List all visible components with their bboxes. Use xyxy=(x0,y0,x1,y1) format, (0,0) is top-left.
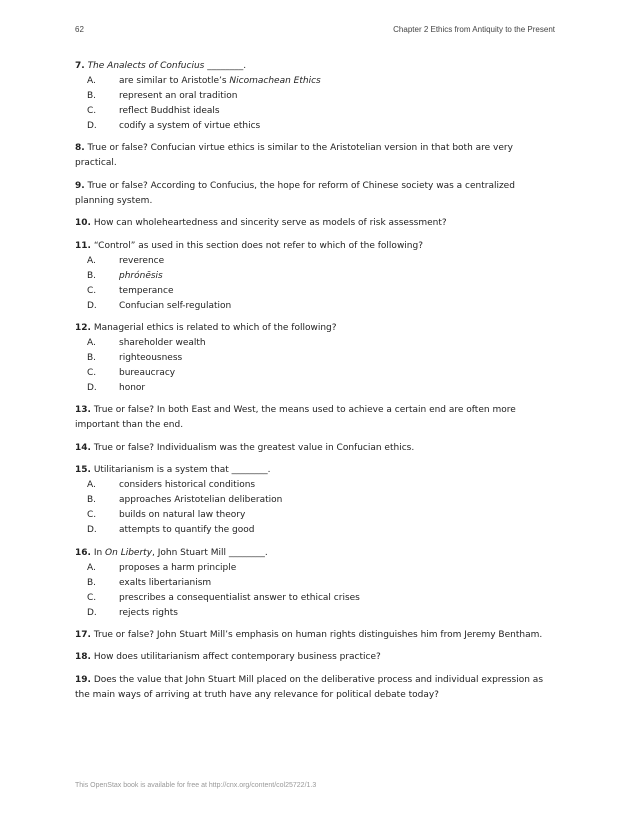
option-letter: A. xyxy=(87,480,96,491)
question-stem xyxy=(75,673,555,703)
answer-options xyxy=(75,478,555,538)
question-18 xyxy=(75,650,555,665)
question-text: How does utilitarianism affect contemporary business practice? xyxy=(90,652,381,663)
answer-option xyxy=(87,508,555,523)
question-10 xyxy=(75,216,555,231)
option-letter: C. xyxy=(87,106,97,116)
question-7 xyxy=(75,59,555,134)
answer-option xyxy=(87,351,555,366)
question-16 xyxy=(75,546,555,621)
question-number: 16. xyxy=(75,547,91,558)
question-text: True or false? According to Confucius, the hope for reform of Chinese society was a centralized planning system. xyxy=(75,180,515,206)
answer-option xyxy=(87,299,555,314)
question-stem xyxy=(75,403,555,433)
option-letter: A. xyxy=(87,76,96,86)
answer-option xyxy=(87,493,555,508)
option-text: attempts to quantify the good xyxy=(119,525,255,536)
option-letter: D. xyxy=(87,121,97,131)
question-number: 13. xyxy=(75,405,91,416)
option-text: represent an oral tradition xyxy=(119,91,238,101)
question-stem xyxy=(75,546,555,561)
question-text: True or false? John Stuart Mill’s emphasis on human rights distinguishes him from Jeremy Bentham. xyxy=(90,629,543,640)
question-text: Does the value that John Stuart Mill placed on the deliberative process and individual expression as the main ways of arriving at truth have any relevance for political debate today? xyxy=(75,674,544,700)
option-letter: B. xyxy=(87,91,97,101)
question-14 xyxy=(75,441,555,456)
option-text: exalts libertarianism xyxy=(119,577,212,588)
question-text: In xyxy=(90,547,106,558)
question-text: Managerial ethics is related to which of the following? xyxy=(90,322,337,333)
option-text: reverence xyxy=(119,255,165,266)
option-letter: D. xyxy=(87,525,97,536)
question-number: 17. xyxy=(75,629,91,640)
option-letter: C. xyxy=(87,367,97,378)
question-number: 9. xyxy=(75,180,85,191)
question-text: True or false? In both East and West, the means used to achieve a certain end are often more important than the end. xyxy=(75,405,516,431)
question-number: 10. xyxy=(75,218,91,229)
option-text: prescribes a consequentialist answer to ethical crises xyxy=(119,592,360,603)
question-list xyxy=(75,59,555,710)
question-stem xyxy=(75,628,555,643)
answer-option xyxy=(87,606,555,621)
option-text: temperance xyxy=(119,285,174,296)
question-stem xyxy=(75,59,555,74)
question-stem xyxy=(75,321,555,336)
answer-option xyxy=(87,381,555,396)
answer-option xyxy=(87,254,555,269)
option-letter: A. xyxy=(87,562,96,573)
question-number: 15. xyxy=(75,465,91,476)
question-text: Utilitarianism is a system that ________. xyxy=(90,465,271,476)
question-number: 19. xyxy=(75,674,91,685)
question-number: 11. xyxy=(75,240,91,251)
question-number: 18. xyxy=(75,652,91,663)
question-8 xyxy=(75,141,555,171)
question-stem xyxy=(75,441,555,456)
option-text: Confucian self-regulation xyxy=(119,300,232,311)
option-letter: A. xyxy=(87,337,96,348)
answer-options xyxy=(75,74,555,134)
question-12 xyxy=(75,321,555,396)
answer-option xyxy=(87,119,555,134)
question-number: 12. xyxy=(75,322,91,333)
question-number: 14. xyxy=(75,442,91,453)
answer-option xyxy=(87,591,555,606)
question-text: True or false? Individualism was the greatest value in Confucian ethics. xyxy=(90,442,415,453)
question-9 xyxy=(75,179,555,209)
answer-option xyxy=(87,74,555,89)
option-text-italic: phrónēsis xyxy=(119,270,163,281)
option-text: rejects rights xyxy=(119,607,178,618)
option-text: are similar to Aristotle’s xyxy=(119,76,230,86)
answer-option xyxy=(87,576,555,591)
answer-option xyxy=(87,366,555,381)
question-stem xyxy=(75,141,555,171)
option-text: honor xyxy=(119,382,146,393)
answer-option xyxy=(87,561,555,576)
option-letter: B. xyxy=(87,352,97,363)
page-number: 62 xyxy=(75,25,84,34)
question-stem xyxy=(75,650,555,665)
answer-option xyxy=(87,269,555,284)
option-text: builds on natural law theory xyxy=(119,510,246,521)
question-stem xyxy=(75,216,555,231)
question-title-italic: The Analects of Confucius xyxy=(87,61,205,71)
question-text: ________. xyxy=(204,61,247,71)
option-text: approaches Aristotelian deliberation xyxy=(119,495,283,506)
question-11 xyxy=(75,239,555,314)
option-letter: B. xyxy=(87,495,97,506)
option-letter: B. xyxy=(87,270,97,281)
option-letter: A. xyxy=(87,255,96,266)
answer-options xyxy=(75,561,555,621)
question-19 xyxy=(75,673,555,703)
option-letter: D. xyxy=(87,382,97,393)
question-13 xyxy=(75,403,555,433)
option-text: righteousness xyxy=(119,352,183,363)
question-15 xyxy=(75,463,555,538)
answer-option xyxy=(87,89,555,104)
answer-options xyxy=(75,336,555,396)
option-letter: D. xyxy=(87,607,97,618)
option-text-italic: Nicomachean Ethics xyxy=(229,76,321,86)
question-stem xyxy=(75,179,555,209)
question-number: 8. xyxy=(75,143,85,154)
question-text: How can wholeheartedness and sincerity serve as models of risk assessment? xyxy=(90,218,447,229)
answer-option xyxy=(87,523,555,538)
question-text: , John Stuart Mill ________. xyxy=(152,547,268,558)
question-title-italic: On Liberty xyxy=(105,547,153,558)
option-text: bureaucracy xyxy=(119,367,176,378)
answer-option xyxy=(87,284,555,299)
option-text: considers historical conditions xyxy=(119,480,256,491)
option-letter: C. xyxy=(87,510,97,521)
option-text: shareholder wealth xyxy=(119,337,206,348)
question-number: 7. xyxy=(75,61,85,71)
answer-option xyxy=(87,104,555,119)
answer-option xyxy=(87,336,555,351)
option-text: reflect Buddhist ideals xyxy=(119,106,220,116)
answer-option xyxy=(87,478,555,493)
option-letter: B. xyxy=(87,577,97,588)
chapter-header: Chapter 2 Ethics from Antiquity to the Present xyxy=(393,25,555,34)
question-text: “Control” as used in this section does not refer to which of the following? xyxy=(90,240,423,251)
footer-availability-note: This OpenStax book is available for free at http://cnx.org/content/col25722/1.3 xyxy=(75,782,317,789)
question-stem xyxy=(75,463,555,478)
option-letter: C. xyxy=(87,285,97,296)
option-letter: D. xyxy=(87,300,97,311)
option-text: codify a system of virtue ethics xyxy=(119,121,261,131)
question-text: True or false? Confucian virtue ethics is similar to the Aristotelian version in that both are very practical. xyxy=(75,143,513,169)
option-letter: C. xyxy=(87,592,97,603)
question-17 xyxy=(75,628,555,643)
question-stem xyxy=(75,239,555,254)
answer-options xyxy=(75,254,555,314)
option-text: proposes a harm principle xyxy=(119,562,237,573)
